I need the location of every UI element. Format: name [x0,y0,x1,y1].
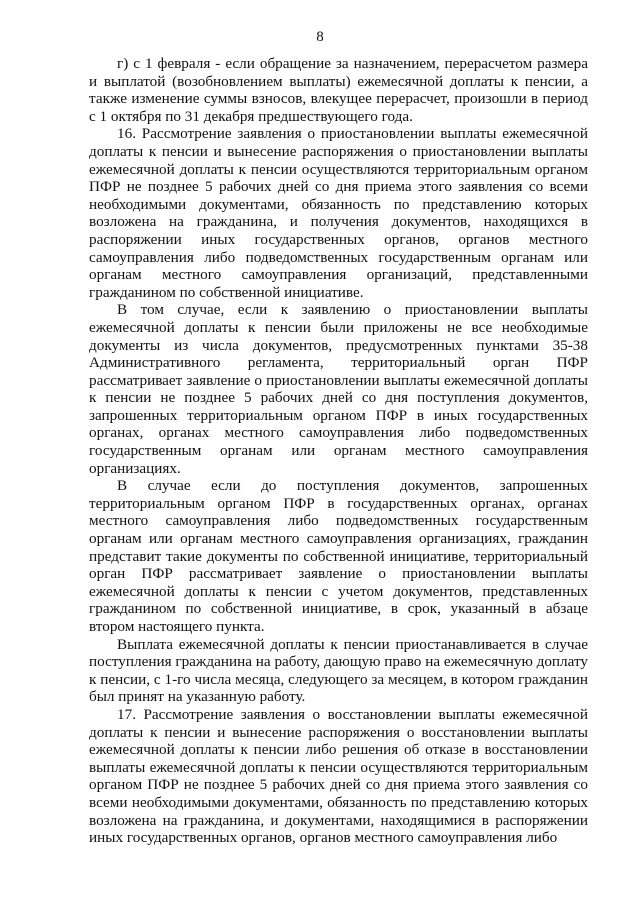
paragraph-16-suspension-rule: Выплата ежемесячной доплаты к пенсии приостанавливается в случае поступления гражданина на работу, дающую право на ежемесячную доплату к пенсии, с 1-го числа месяца, следующего за месяцем, в котором гражданин был принят на указанную работу. [89,635,588,706]
paragraph-16-own-initiative: В случае если до поступления документов, запрошенных территориальным органом ПФР в государственных органах, органах местного самоуправления либо подведомственных государственным органам или органам местного самоуправления организациях, гражданин представит такие документы по собственной инициативе, территориальный орган ПФР рассматривает заявление о приостановлении выплаты ежемесячной доплаты к пенсии с учетом документов, представленных гражданином по собственной инициативе, в срок, указанный в абзаце втором настоящего пункта. [89,477,588,635]
page-number: 8 [316,29,324,45]
paragraph-17: 17. Рассмотрение заявления о восстановлении выплаты ежемесячной доплаты к пенсии и вынесение распоряжения о восстановлении выплаты ежемесячной доплаты к пенсии либо решения об отказе в восстановлении выплаты ежемесячной доплаты к пенсии осуществляются территориальным органом ПФР не позднее 5 рабочих дней со дня приема этого заявления со всеми необходимыми документами, обязанность по представлению которых возложена на гражданина, и документами, находящимися в распоряжении иных государственных органов, органов местного самоуправления либо [89,705,588,847]
document-body [89,55,588,847]
paragraph-16: 16. Рассмотрение заявления о приостановлении выплаты ежемесячной доплаты к пенсии и вынесение распоряжения о приостановлении выплаты ежемесячной доплаты к пенсии осуществляются территориальным органом ПФР не позднее 5 рабочих дней со дня приема этого заявления со всеми необходимыми документами, обязанность по представлению которых возложена на гражданина, и получения документов, находящихся в распоряжении иных государственных органов, органов местного самоуправления либо подведомственных государственным органам или органам местного самоуправления организаций, представленными гражданином по собственной инициативе. [89,125,588,301]
paragraph-16-incomplete-documents: В том случае, если к заявлению о приостановлении выплаты ежемесячной доплаты к пенсии были приложены не все необходимые документы из числа документов, предусмотренных пунктами 35-38 Административного регламента, территориальный орган ПФР рассматривает заявление о приостановлении выплаты ежемесячной доплаты к пенсии не позднее 5 рабочих дней со дня поступления документов, запрошенных территориальным органом ПФР в иных государственных органах, органах местного самоуправления либо подведомственных государственным органам или органам местного самоуправления организациях. [89,301,588,477]
paragraph-subpoint-g: г) с 1 февраля - если обращение за назначением, перерасчетом размера и выплатой (возобновлением выплаты) ежемесячной доплаты к пенсии, а также изменение суммы взносов, влекущее перерасчет, произошли в период с 1 октября по 31 декабря предшествующего года. [89,55,588,125]
